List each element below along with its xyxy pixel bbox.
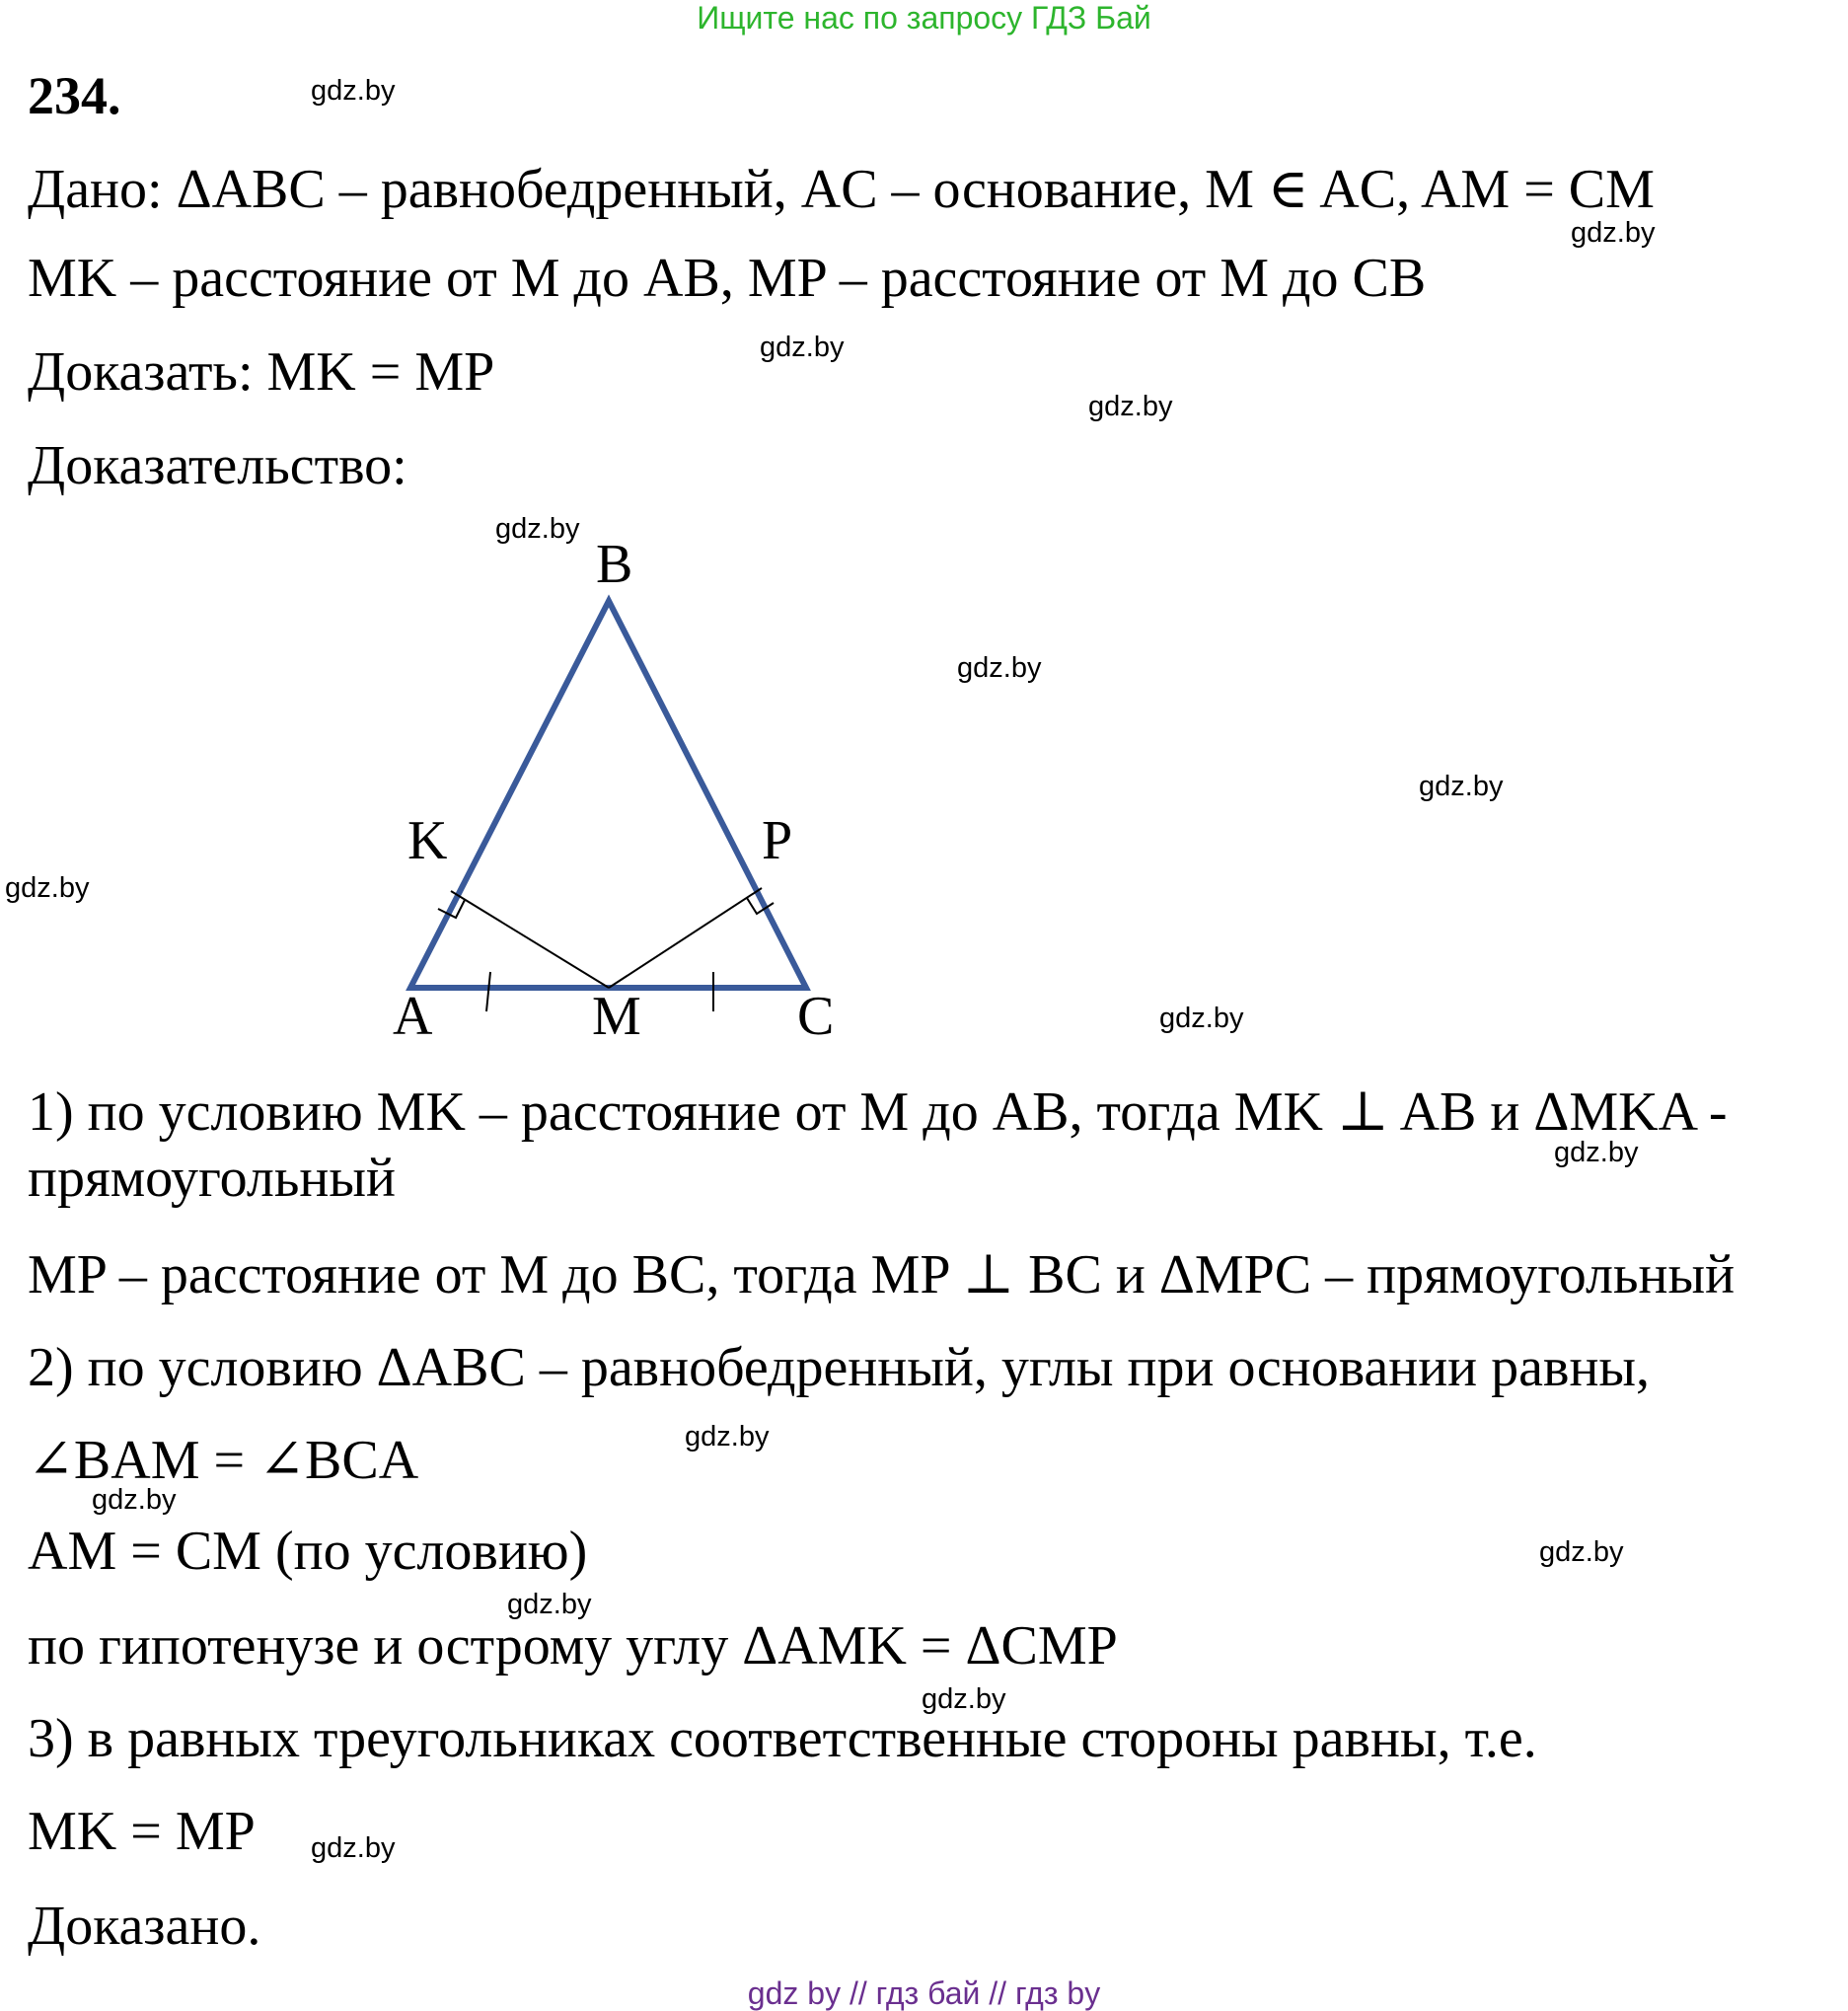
step2-line-d: по гипотенузе и острому углу ΔAMK = ΔCMP bbox=[28, 1615, 1118, 1676]
header-banner: Ищите нас по запросу ГДЗ Бай bbox=[697, 0, 1151, 36]
step1-line-b: прямоугольный bbox=[28, 1148, 396, 1209]
prove-line: Доказать: MK = MP bbox=[28, 341, 495, 403]
step2-line-c: AM = CM (по условию) bbox=[28, 1521, 588, 1582]
watermark: gdz.by bbox=[1571, 217, 1656, 249]
watermark: gdz.by bbox=[92, 1484, 177, 1516]
watermark: gdz.by bbox=[311, 1832, 396, 1864]
vertex-label-k: K bbox=[407, 810, 448, 871]
vertex-label-a: A bbox=[393, 986, 433, 1047]
watermark: gdz.by bbox=[495, 513, 580, 545]
watermark: gdz.by bbox=[922, 1683, 1006, 1715]
tick-am bbox=[486, 972, 490, 1011]
watermark: gdz.by bbox=[5, 872, 90, 904]
step2-line-b: ∠BAM = ∠BCA bbox=[28, 1430, 419, 1491]
vertex-label-b: B bbox=[596, 534, 633, 595]
vertex-label-m: M bbox=[592, 986, 641, 1047]
vertex-label-p: P bbox=[762, 810, 793, 871]
given-line-2: MK – расстояние от M до AB, MP – расстояние от M до CB bbox=[28, 248, 1427, 309]
watermark: gdz.by bbox=[1539, 1536, 1624, 1568]
step2-line-a: 2) по условию ΔABC – равнобедренный, углы при основании равны, bbox=[28, 1337, 1651, 1398]
step3-line-a: 3) в равных треугольниках соответственные стороны равны, т.е. bbox=[28, 1708, 1537, 1769]
footer-links: gdz by // гдз бай // гдз by bbox=[747, 1975, 1101, 2011]
segment-mp bbox=[609, 888, 762, 988]
watermark: gdz.by bbox=[1554, 1137, 1639, 1168]
watermark: gdz.by bbox=[1088, 391, 1173, 422]
given-line-1: Дано: ΔABC – равнобедренный, AC – основание, M ∈ AC, AM = CM bbox=[28, 159, 1655, 220]
step1-line-c: MP – расстояние от M до BC, тогда MP ⊥ BC и ΔMPC – прямоугольный bbox=[28, 1244, 1736, 1305]
triangle-abc bbox=[410, 601, 806, 988]
watermark: gdz.by bbox=[1419, 771, 1504, 802]
step1-line-a: 1) по условию MK – расстояние от M до AB, тогда MK ⊥ AB и ΔMKA - bbox=[28, 1081, 1728, 1143]
segment-mk bbox=[451, 891, 609, 988]
watermark: gdz.by bbox=[507, 1589, 592, 1620]
watermark: gdz.by bbox=[957, 652, 1042, 684]
watermark: gdz.by bbox=[1159, 1003, 1244, 1034]
conclusion-line: Доказано. bbox=[28, 1896, 261, 1957]
proof-title: Доказательство: bbox=[28, 435, 407, 496]
problem-number: 234. bbox=[28, 66, 121, 125]
watermark: gdz.by bbox=[760, 332, 845, 363]
step3-line-b: MK = MP bbox=[28, 1801, 256, 1862]
watermark: gdz.by bbox=[685, 1421, 770, 1452]
vertex-label-c: C bbox=[797, 986, 835, 1047]
watermark: gdz.by bbox=[311, 75, 396, 107]
